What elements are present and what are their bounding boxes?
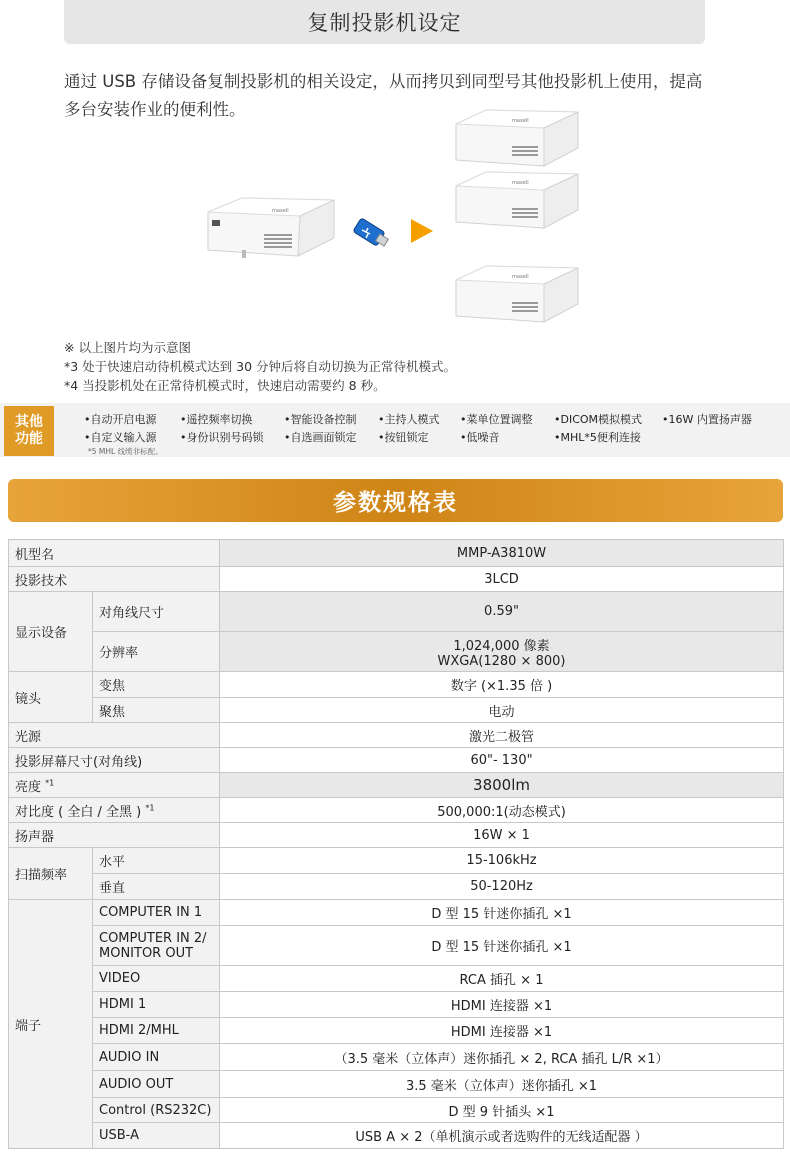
feature-item: •低噪音 [460,431,500,444]
port-name: AUDIO IN [93,1044,220,1071]
row-value: 激光二极管 [220,723,784,748]
row-value: 1,024,000 像素 WXGA(1280 × 800) [220,632,784,672]
svg-text:maxell: maxell [512,274,529,280]
row-value: MMP-A3810W [220,540,784,567]
table-row [9,672,784,698]
row-label: 投影屏幕尺寸(对角线) [9,748,220,773]
table-row [9,1018,784,1044]
row-label: 对角线尺寸 [93,592,220,632]
feature-item: •16W 内置扬声器 [662,413,752,426]
port-value: D 型 9 针插头 ×1 [220,1098,784,1123]
row-value: 50-120Hz [220,874,784,900]
row-value: 3LCD [220,567,784,592]
feature-item: •自动开启电源 [84,413,157,426]
svg-text:maxell: maxell [272,208,289,214]
mhl-footnote: *5 MHL 线缆非标配。 [88,447,163,456]
row-label: 分辨率 [93,632,220,672]
target-projector-image-3 [452,258,582,330]
table-row [9,632,784,672]
port-value: D 型 15 针迷你插孔 ×1 [220,900,784,926]
feature-item: •自定义输入源 [84,431,157,444]
port-name: HDMI 2/MHL [93,1018,220,1044]
port-name: Control (RS232C) [93,1098,220,1123]
svg-text:maxell: maxell [512,180,529,186]
table-row [9,698,784,723]
row-group-label: 扫描频率 [9,848,93,900]
row-label: 机型名 [9,540,220,567]
row-value: 60"- 130" [220,748,784,773]
row-label: 聚焦 [93,698,220,723]
table-row [9,1098,784,1123]
other-functions-bar [0,403,790,457]
row-label: 投影技术 [9,567,220,592]
note-line: *4 当投影机处在正常待机模式时，快速启动需要约 8 秒。 [64,378,386,393]
row-group-label: 端子 [9,900,93,1149]
port-value: （3.5 毫米（立体声）迷你插孔 × 2, RCA 插孔 L/R ×1） [220,1044,784,1071]
feature-item: •身份识别号码锁 [180,431,264,444]
table-row [9,773,784,798]
row-value: 0.59" [220,592,784,632]
section-title-bar [64,0,705,44]
port-name: COMPUTER IN 1 [93,900,220,926]
spec-title: 参数规格表 [333,490,458,516]
table-row [9,874,784,900]
other-functions-tag: 其他 功能 [4,406,54,456]
feature-item: •菜单位置调整 [460,413,533,426]
port-name: COMPUTER IN 2/ MONITOR OUT [93,926,220,966]
feature-item: •主持人模式 [378,413,440,426]
row-value: 数字 (×1.35 倍 ) [220,672,784,698]
table-row [9,926,784,966]
note-line: ※ 以上图片均为示意图 [64,340,191,355]
target-projector-image-2 [452,164,582,236]
usb-stick-icon [350,216,392,254]
table-row [9,1044,784,1071]
table-row [9,748,784,773]
feature-item: •按钮锁定 [378,431,429,444]
table-row [9,1071,784,1098]
port-value: RCA 插孔 × 1 [220,966,784,992]
row-label: 水平 [93,848,220,874]
port-name: AUDIO OUT [93,1071,220,1098]
spec-table-heading [8,479,783,522]
port-value: 3.5 毫米（立体声）迷你插孔 ×1 [220,1071,784,1098]
section-title: 复制投影机设定 [307,11,462,35]
row-label: 光源 [9,723,220,748]
row-value: 500,000:1(动态模式) [220,798,784,823]
copy-arrow-icon [411,219,433,243]
source-projector-image [202,190,338,266]
feature-item: •DICOM模拟模式 [554,413,643,426]
row-value: 15-106kHz [220,848,784,874]
note-line: *3 处于快速启动待机模式达到 30 分钟后将自动切换为正常待机模式。 [64,359,457,374]
svg-text:maxell: maxell [512,118,529,124]
table-row [9,540,784,567]
table-row [9,900,784,926]
intro-text: 通过 USB 存储设备复制投影机的相关设定，从而拷贝到同型号其他投影机上使用，提高多台安装作业的便利性。 [64,72,703,119]
notes-block [64,338,456,395]
port-name: HDMI 1 [93,992,220,1018]
feature-item: •遥控频率切换 [180,413,253,426]
table-row [9,798,784,823]
table-row [9,992,784,1018]
table-row [9,848,784,874]
port-name: VIDEO [93,966,220,992]
feature-item: •智能设备控制 [284,413,357,426]
row-value: 电动 [220,698,784,723]
port-name: USB-A [93,1123,220,1149]
row-value: 16W × 1 [220,823,784,848]
row-label: 扬声器 [9,823,220,848]
spec-table [8,539,784,1149]
table-row [9,823,784,848]
port-value: HDMI 连接器 ×1 [220,1018,784,1044]
row-label: 变焦 [93,672,220,698]
row-label: 亮度 $^{*1}$ [9,773,220,798]
port-value: HDMI 连接器 ×1 [220,992,784,1018]
port-value: USB A × 2（单机演示或者选购件的无线适配器 ） [220,1123,784,1149]
row-label: 垂直 [93,874,220,900]
feature-item: •MHL*5便利连接 [554,431,641,444]
port-value: D 型 15 针迷你插孔 ×1 [220,926,784,966]
table-row [9,592,784,632]
table-row [9,966,784,992]
feature-item: •自选画面锁定 [284,431,357,444]
table-row [9,723,784,748]
row-label: 对比度 ( 全白 / 全黑 ) $^{*1}$ [9,798,220,823]
table-row [9,1123,784,1149]
row-value: 3800lm [220,773,784,798]
row-group-label: 显示设备 [9,592,93,672]
row-group-label: 镜头 [9,672,93,723]
table-row [9,567,784,592]
